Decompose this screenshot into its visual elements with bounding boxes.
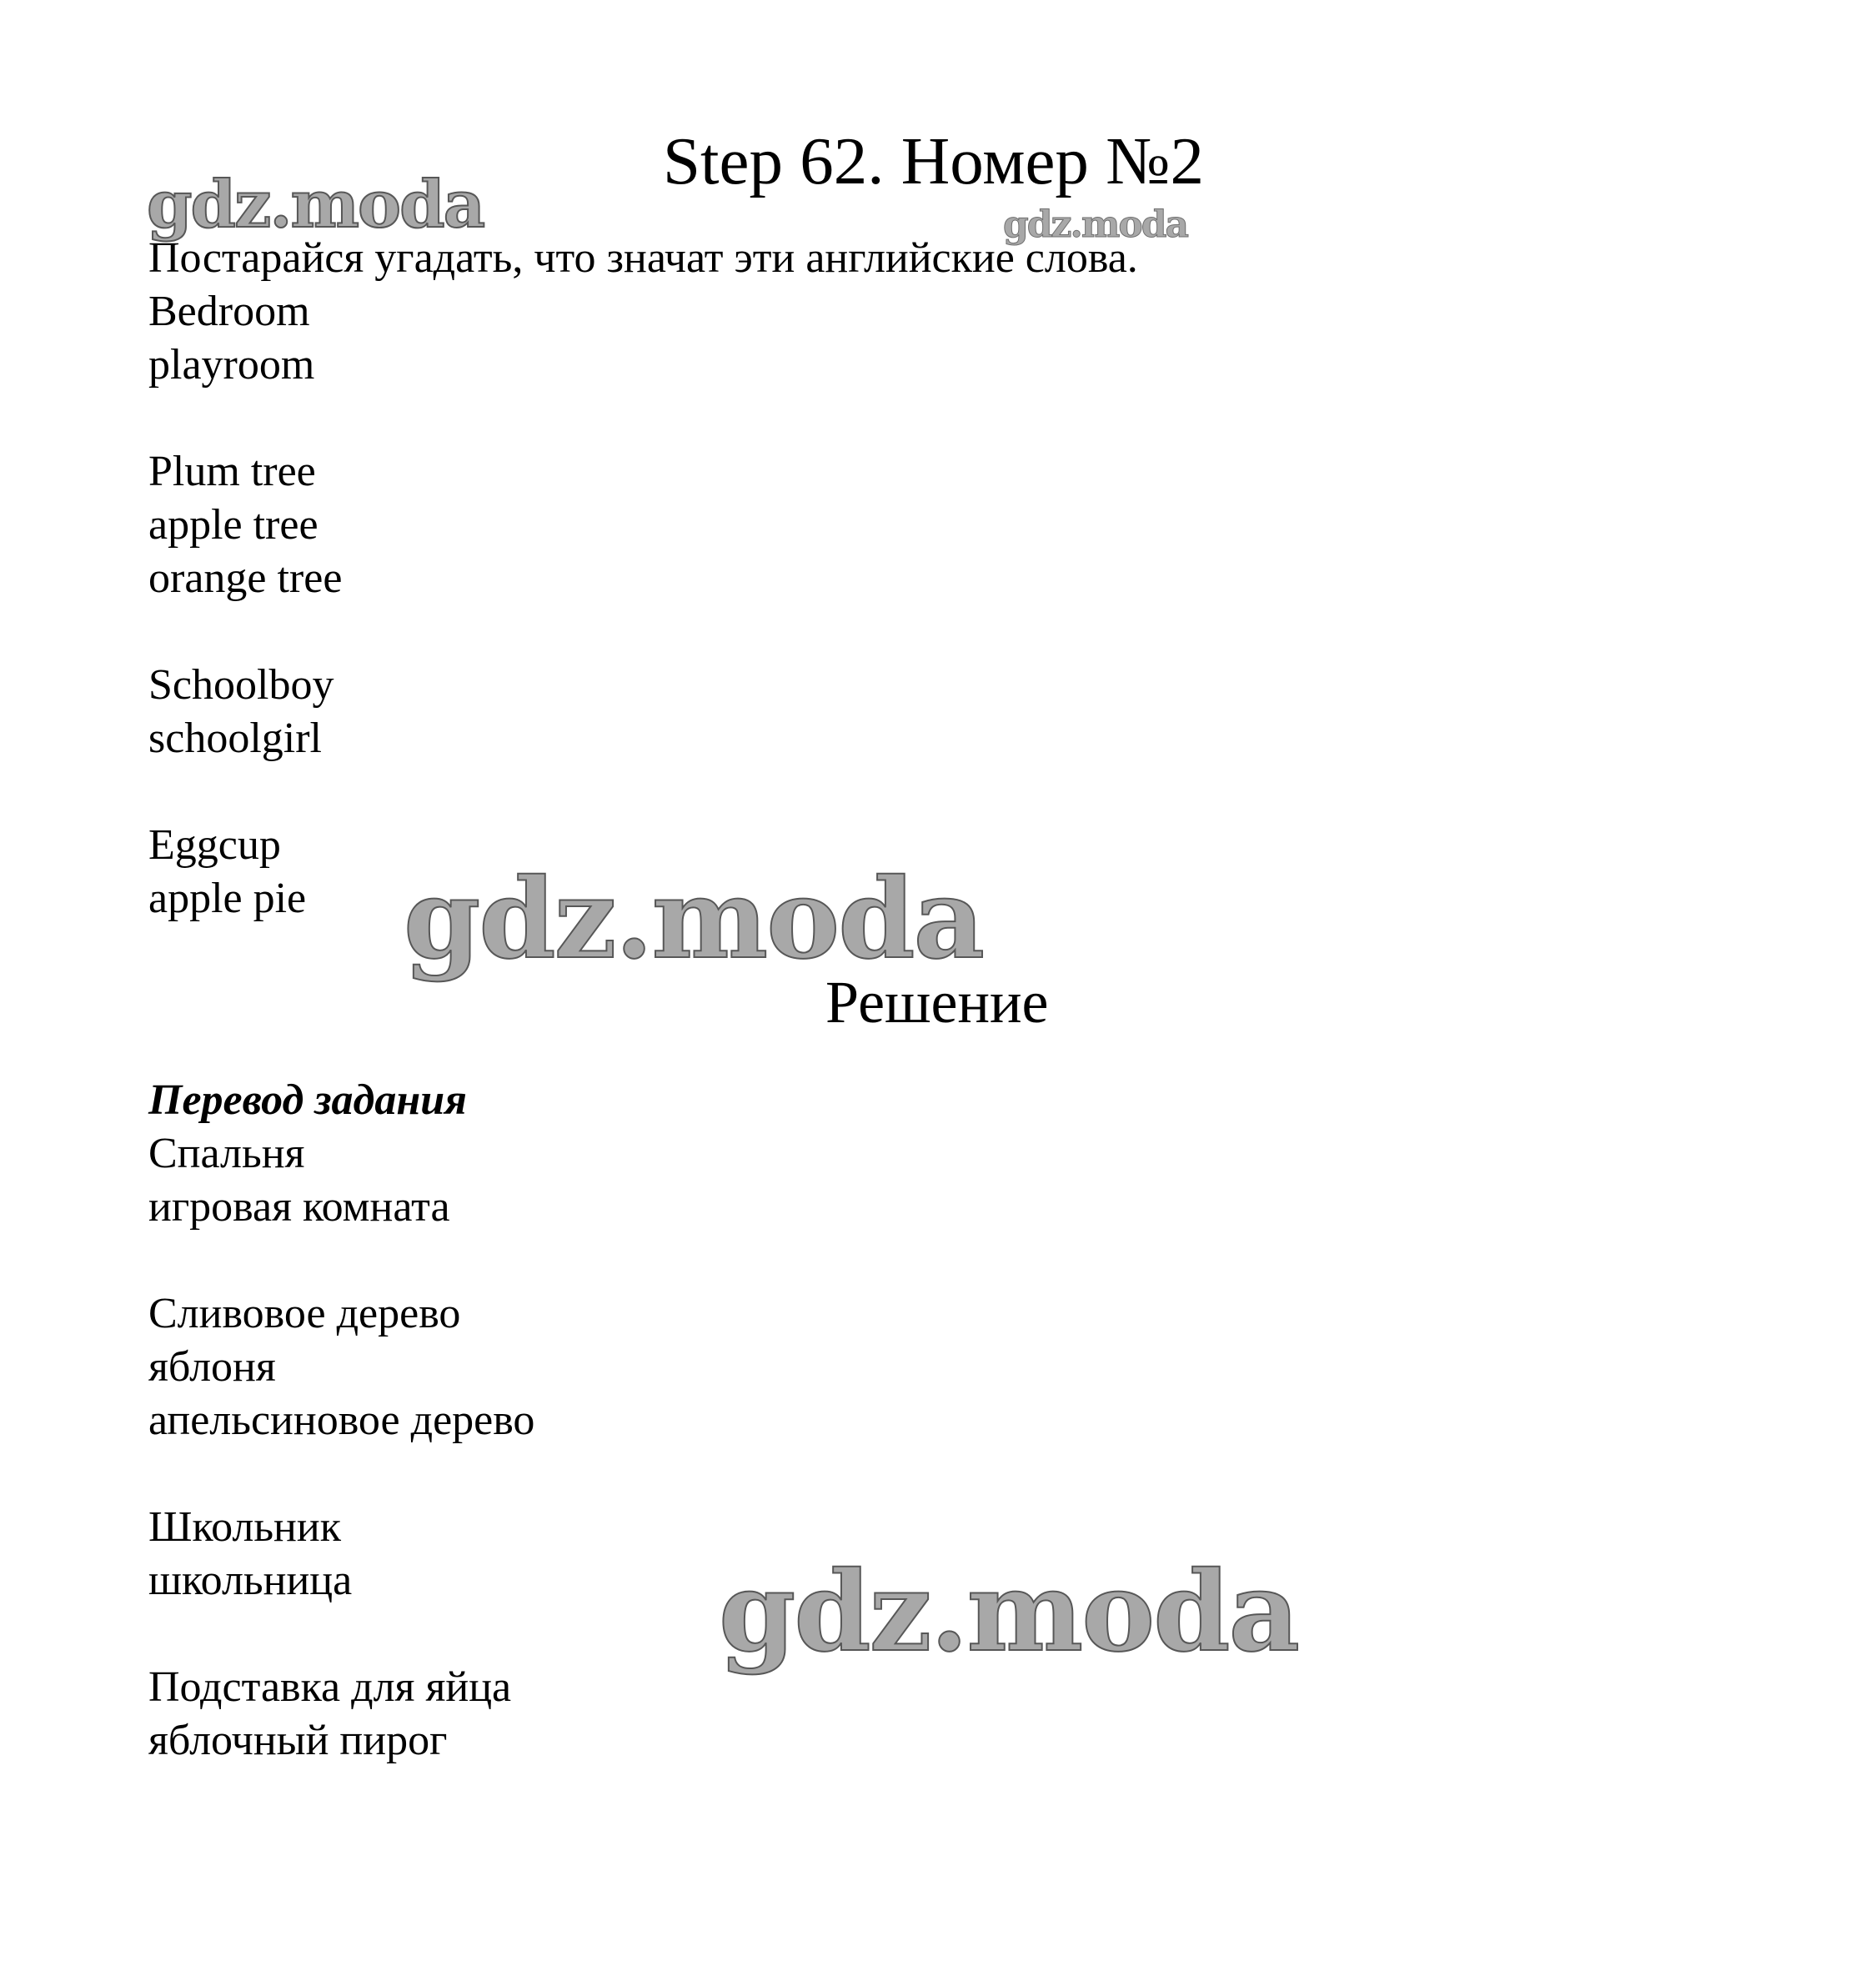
word-item: orange tree <box>148 554 343 602</box>
watermark-logo: gdz.moda <box>719 1547 1299 1677</box>
task-prompt: Постарайся угадать, что значат эти английские слова. <box>148 234 1138 282</box>
translation-item: яблоня <box>148 1343 276 1391</box>
translation-item: яблочный пирог <box>148 1717 448 1764</box>
word-item: Eggcup <box>148 821 281 869</box>
solution-heading: Решение <box>825 969 1049 1036</box>
word-item: apple tree <box>148 501 319 549</box>
translation-item: Спальня <box>148 1130 305 1177</box>
translation-heading: Перевод задания <box>148 1076 467 1124</box>
translation-item: Сливовое дерево <box>148 1290 461 1337</box>
translation-item: Подставка для яйца <box>148 1663 512 1711</box>
word-item: playroom <box>148 341 315 389</box>
word-item: Plum tree <box>148 448 316 495</box>
page-title: Step 62. Номер №2 <box>663 123 1204 198</box>
watermark-logo: gdz.moda <box>147 167 484 243</box>
watermark-logo: gdz.moda <box>1003 203 1188 246</box>
translation-item: школьница <box>148 1557 353 1604</box>
watermark-logo: gdz.moda <box>404 855 984 984</box>
translation-item: апельсиновое дерево <box>148 1397 535 1444</box>
translation-item: Школьник <box>148 1503 341 1551</box>
word-item: Schoolboy <box>148 661 334 709</box>
word-item: apple pie <box>148 875 307 922</box>
word-item: schoolgirl <box>148 715 322 762</box>
word-item: Bedroom <box>148 288 310 335</box>
translation-item: игровая комната <box>148 1183 450 1231</box>
